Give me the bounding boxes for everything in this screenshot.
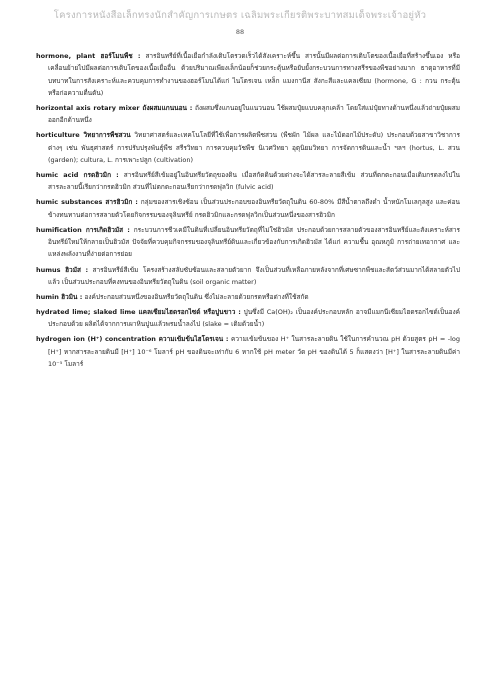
entry-term: humic substances สารฮิวมิก :	[36, 198, 138, 207]
entry-term: humic acid กรดฮิวมิก :	[36, 171, 119, 180]
entry-term: humification การเกิดฮิวมัส :	[36, 225, 130, 234]
document-header: โครงการหนังสือเล็กทรงนักสำคัญการเกษตร เฉลิมพระเกียรติพระบาทสมเด็จพระเจ้าอยู่หัว	[53, 10, 427, 21]
entry-term: hormone, plant ฮอร์โมนพืช :	[36, 52, 141, 60]
entry-term: horticulture วิทยาการพืชสวน	[36, 131, 131, 140]
entry-definition: ปูนซึ่งมี Ca(OH)₂ เป็นองค์ประกอบหลัก อาจมีแมกนีเซียมไฮดรอกไซด์เป็นองค์ประกอบด้วย ผลิตได้จากการเผาหินปูนแล้วพรมน้ำลงไป (slake = เติมด้วยน้ำ)	[48, 308, 460, 329]
entry-definition: กลุ่มของสารเชิงซ้อน เป็นส่วนประกอบของอินทรียวัตถุในดิน 60-80% มีสีน้ำตาลถึงดำ น้ำหนักโมเลกุลสูง และค่อนข้างทนทานต่อการสลายตัวโดยกิจกรรมของจุลินทรีย์ กรดฮิวมิกและกรดฟุลวิกเป็นส่วนหนึ่งของสารฮิวมิก	[48, 198, 460, 219]
entry-definition: วิทยาศาสตร์และเทคโนโลยีที่ใช้เพื่อการผลิตพืชสวน (พืชผัก ไม้ผล และไม้ดอกไม้ประดับ) ประกอบด้วยสาขาวิชาการต่างๆ เช่น พันธุศาสตร์ การปรับปรุงพันธุ์พืช สรีรวิทยา การควบคุมวัชพืช นิเวศวิทยา อุตุนิยมวิทยา การจัดการดินและน้ำ ฯลฯ (hortus, L. สวน (garden); cultura, L. การเพาะปลูก (cultivation)	[48, 131, 461, 164]
entry-term: hydrated lime; slaked lime แคลเซียมไฮดรอกไซด์ หรือปูนขาว :	[36, 308, 241, 317]
glossary-entry-humic-substances	[36, 196, 460, 221]
glossary-entry-humic-acid	[36, 169, 460, 194]
glossary-entries	[36, 50, 460, 373]
glossary-entry-horizontal-axis-rotary-mixer	[36, 102, 460, 127]
glossary-entry-hydrogen-ion-concentration	[36, 333, 460, 370]
entry-term: humus ฮิวมัส :	[36, 265, 89, 274]
entry-definition: ความเข้มข้นของ H⁺ ในสารละลายดิน ใช้ในการคำนวณ pH ด้วยสูตร pH = -log [H⁺] หากสารละลายดินมี [H⁺] 10⁻⁶ โมลาร์ pH ของดินจะเท่ากับ 6 หากใช้ pH meter วัด pH ของดินได้ 5 ก็แสดงว่า [H⁺] ในสารละลายดินมีค่า 10⁻⁵ โมลาร์	[48, 335, 460, 368]
page-number: 88	[235, 28, 245, 36]
glossary-entry-hydrated-lime	[36, 306, 460, 331]
glossary-entry-humification	[36, 224, 460, 261]
glossary-entry-hormone-plant	[36, 50, 460, 99]
entry-definition: สารอินทรีย์ที่เนื้อเยื่อกำลังเติบโตรวดเร็วได้สังเคราะห์ขึ้น สารนั้นมีผลต่อการเติบโตของเนื้อเยื่อที่สร้างขึ้นเอง หรือเคลื่อนย้ายไปมีผลต่อการเติบโตของเนื้อเยื่ออื่น ด้วยปริมาณเพียงเล็กน้อยก็ช่วยกระตุ้นหรือยับยั้งกระบวนการทางสรีรของพืชอย่างมาก ธาตุอาหารที่มีบทบาทในการสังเคราะห์และควบคุมการทำงานของฮอร์โมนได้แก่ ไนโตรเจน เหล็ก แมงกานีส สังกะสีและแคลเซียม (hormone, G : กวน กระตุ้น หรือก่อความตื่นตัน)	[48, 52, 460, 97]
glossary-entry-horticulture	[36, 129, 460, 166]
entry-term: hydrogen ion (H⁺) concentration ความเข้มข้นไฮโดรเจน :	[36, 335, 229, 344]
entry-term: horizontal axis rotary mixer ถังผสมแกนนอน :	[36, 103, 193, 112]
entry-definition: สารอินทรีย์สีเข้มอยู่ในอินทรียวัตถุของดิน เมื่อสกัดดินด้วยด่างจะได้สารละลายสีเข้ม ส่วนที่ตกตะกอนเมื่อเติมกรดลงไปในสารละลายนี้เรียกว่ากรดฮิวมิก ส่วนที่ไม่ตกตะกอนเรียกว่ากรดฟุลวิก (fulvic acid)	[48, 171, 461, 192]
entry-definition: สารอินทรีย์สีเข้ม โครงสร้างสลับซับซ้อนและสลายตัวยาก จึงเป็นส่วนที่เหลือภายหลังจากที่เศษซากพืชและสัตว์ส่วนมากได้สลายตัวไปแล้ว เป็นส่วนประกอบที่คงทนของอินทรียวัตถุในดิน (soil organic matter)	[48, 265, 460, 286]
entry-definition: ถังผสมซึ่งแกนอยู่ในแนวนอน ใช้ผสมปุ๋ยแบบคลุกเคล้า โดยใส่แม่ปุ๋ยทางด้านหนึ่งแล้วถ่ายปุ๋ยผสมออกอีกด้านหนึ่ง	[48, 103, 460, 125]
entry-term: humin ฮิวมิน :	[36, 292, 83, 301]
glossary-entry-humin	[36, 291, 460, 303]
glossary-entry-humus	[36, 264, 460, 289]
entry-definition: กระบวนการชีวเคมีในดินที่เปลี่ยนอินทรียวัตถุที่ไม่ใช่ฮิวมัส ประกอบด้วยการสลายตัวของสารอินทรีย์และสังเคราะห์สารอินทรีย์ใหม่ให้กลายเป็นฮิวมัส ปัจจัยที่ควบคุมกิจกรรมของจุลินทรีย์ดินและเกี่ยวข้องกับการเกิดฮิวมัส ได้แก่ ความชื้น อุณหภูมิ การถ่ายเทอากาศ และแหล่งพลังงานที่ง่ายต่อการย่อย	[48, 225, 460, 259]
entry-definition: องค์ประกอบส่วนหนึ่งของอินทรียวัตถุในดิน ซึ่งไม่ละลายด้วยกรดหรือด่างที่ใช้สกัด	[84, 292, 309, 301]
